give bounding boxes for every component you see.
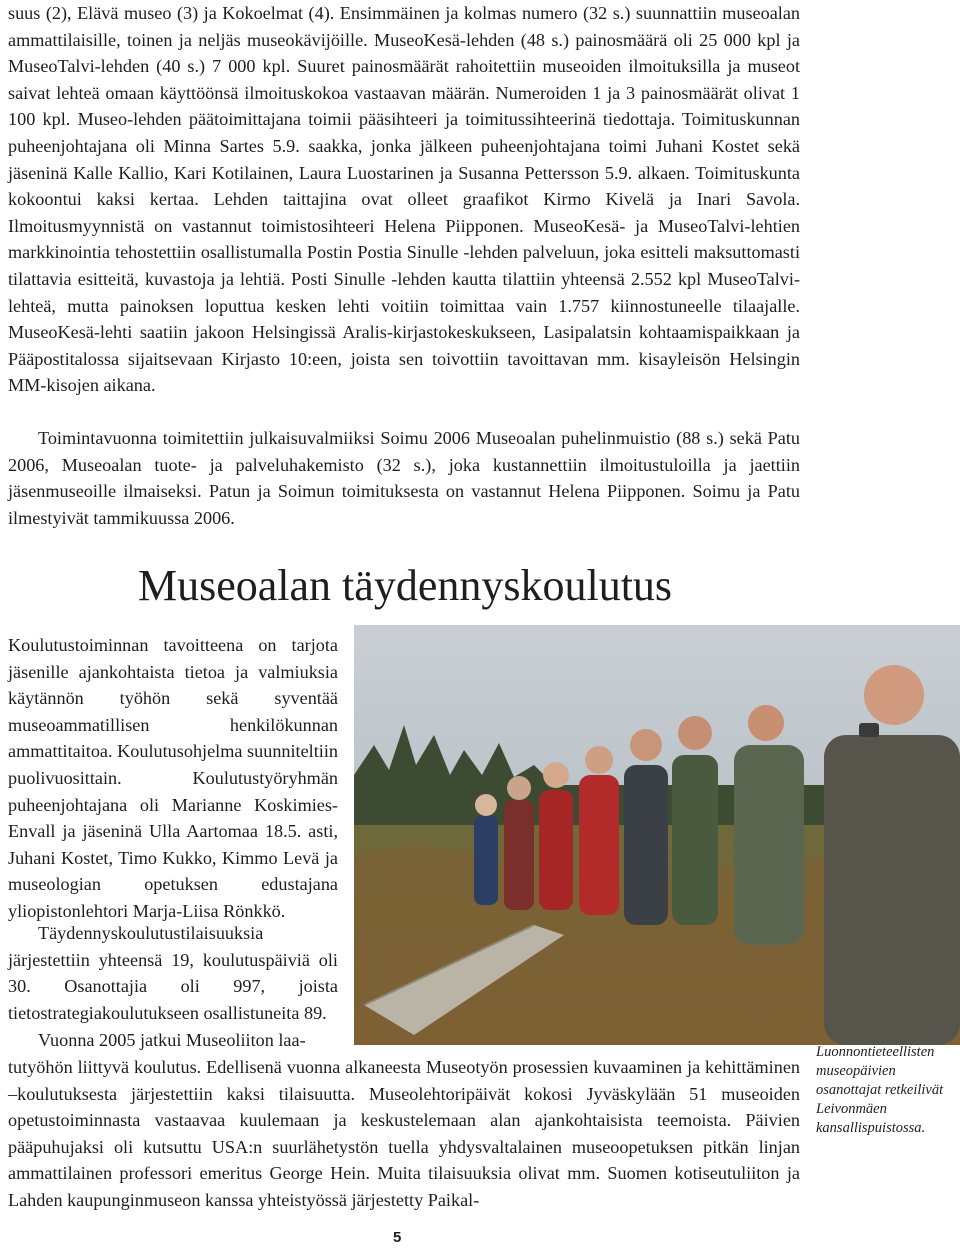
group-photo <box>354 625 960 1045</box>
training-paragraph-1: Koulutustoiminnan tavoitteena on tarjota jäsenille ajankohtaista tietoa ja valmiuksia käytännön työhön sekä syventää museoammatillisen henkilökunnan ammattitaitoa. Koulutusohjelma suunniteltiin puolivuosittain. Koulutustyöryhmän puheenjohtajana oli Marianne Koskimies-Envall ja jäseninä Ulla Aartomaa 18.5. asti, Juhani Kostet, Timo Kukko, Kimmo Levä ja museologian opetuksen edustajana yliopistonlehtori Marja-Liisa Rönkkö. <box>8 635 338 921</box>
publications-paragraph: Toimintavuonna toimitettiin julkaisuvalmiiksi Soimu 2006 Museoalan puhelinmuistio (88 s.) sekä Patu 2006, Museoalan tuote- ja palveluhakemisto (32 s.), joka kustannettiin ilmoitustuloilla ja jaettiin jäsenmuseoille ilmaiseksi. Patun ja Soimun toimituksesta on vastannut Helena Piipponen. Soimu ja Patu ilmestyivät tammikuussa 2006. <box>8 428 800 528</box>
training-paragraph-3-start: Vuonna 2005 jatkui Museoliiton laa- <box>38 1030 306 1050</box>
photo-caption: Luonnontieteellisten museopäivien osanottajat retkeilivät Leivonmäen kansallispuistossa. <box>816 1044 944 1136</box>
training-paragraph-3-continued: tutyöhön liittyvä koulutus. Edellisenä vuonna alkaneesta Museotyön prosessien kuvaaminen ja kehittäminen –koulutuksesta järjestettiin kaksi tilaisuutta. Museolehtoripäivät kokosi Jyväskylään 51 museoiden opetustoiminnasta vastaavaa kuulemaan ja keskustelemaan alan ajankohtaisista teemoista. Päivien pääpuhujaksi oli kutsuttu USA:n suurlähetystön tuella yhdysvaltalainen museoopetuksen pitkän linjan ammattilainen professori emeritus George Hein. Muita tilaisuuksia olivat mm. Suomen kotiseutuliiton ja Lahden kaupunginmuseon kanssa yhteistyössä järjestetty Paikal- <box>8 1057 800 1210</box>
page-number: 5 <box>393 1229 402 1246</box>
intro-paragraph: suus (2), Elävä museo (3) ja Kokoelmat (4). Ensimmäinen ja kolmas numero (32 s.) suunnattiin museoalan ammattilaisille, toinen ja neljäs museokävijöille. MuseoKesä-lehden (48 s.) painosmäärä oli 25 000 kpl ja MuseoTalvi-lehden (40 s.) 7 000 kpl. Suuret painosmäärät rahoitettiin museoiden ilmoituksilla ja museot saivat lehteä omaan käyttöönsä ilmoituskokoa vastaavan määrän. Numeroiden 1 ja 3 painosmäärät olivat 1 100 kpl. Museo-lehden päätoimittajana toimii pääsihteeri ja toimitussihteerinä tiedottaja. Toimituskunnan puheenjohtajana oli Minna Sartes 5.9. saakka, jonka jälkeen puheenjohtajana toimi Juhani Kostet sekä jäseninä Kalle Kallio, Kari Kotilainen, Laura Luostarinen ja Susanna Pettersson 5.9. alkaen. Toimituskunta kokoontui kaksi kertaa. Lehden taittajina ovat olleet graafikot Kirmo Kivelä ja Inari Savola. Ilmoitusmyynnistä on vastannut toimistosihteeri Helena Piipponen. MuseoKesä- ja MuseoTalvi-lehtien markkinointia tehostettiin osallistumalla Postin Postia Sinulle -lehden palveluun, joka esitteli maksuttomasti tilattavia esitteitä, kuvastoja ja lehtiä. Posti Sinulle -lehden kautta tilattiin yhteensä 2.552 kpl MuseoTalvi-lehteä, mutta painoksen loputtua kesken lehti voitiin toimittaa vain 1.757 kiinnostuneelle tilaajalle. MuseoKesä-lehti saatiin jakoon Helsingissä Aralis-kirjastokeskukseen, Lasipalatsin kohtaamispaikkaan ja Pääpostitalossa sijaitsevaan Kirjasto 10:een, joista sen toivottiin tavoittavan mm. kisayleisön Helsingin MM-kisojen aikana. <box>8 3 800 396</box>
section-heading: Museoalan täydennyskoulutus <box>138 561 673 610</box>
training-paragraph-2: Täydennyskoulutustilaisuuksia järjestettiin yhteensä 19, koulutuspäiviä oli 30. Osanottajia oli 997, joista tietostrategiakoulutukseen osallistuneita 89. <box>8 923 338 1023</box>
